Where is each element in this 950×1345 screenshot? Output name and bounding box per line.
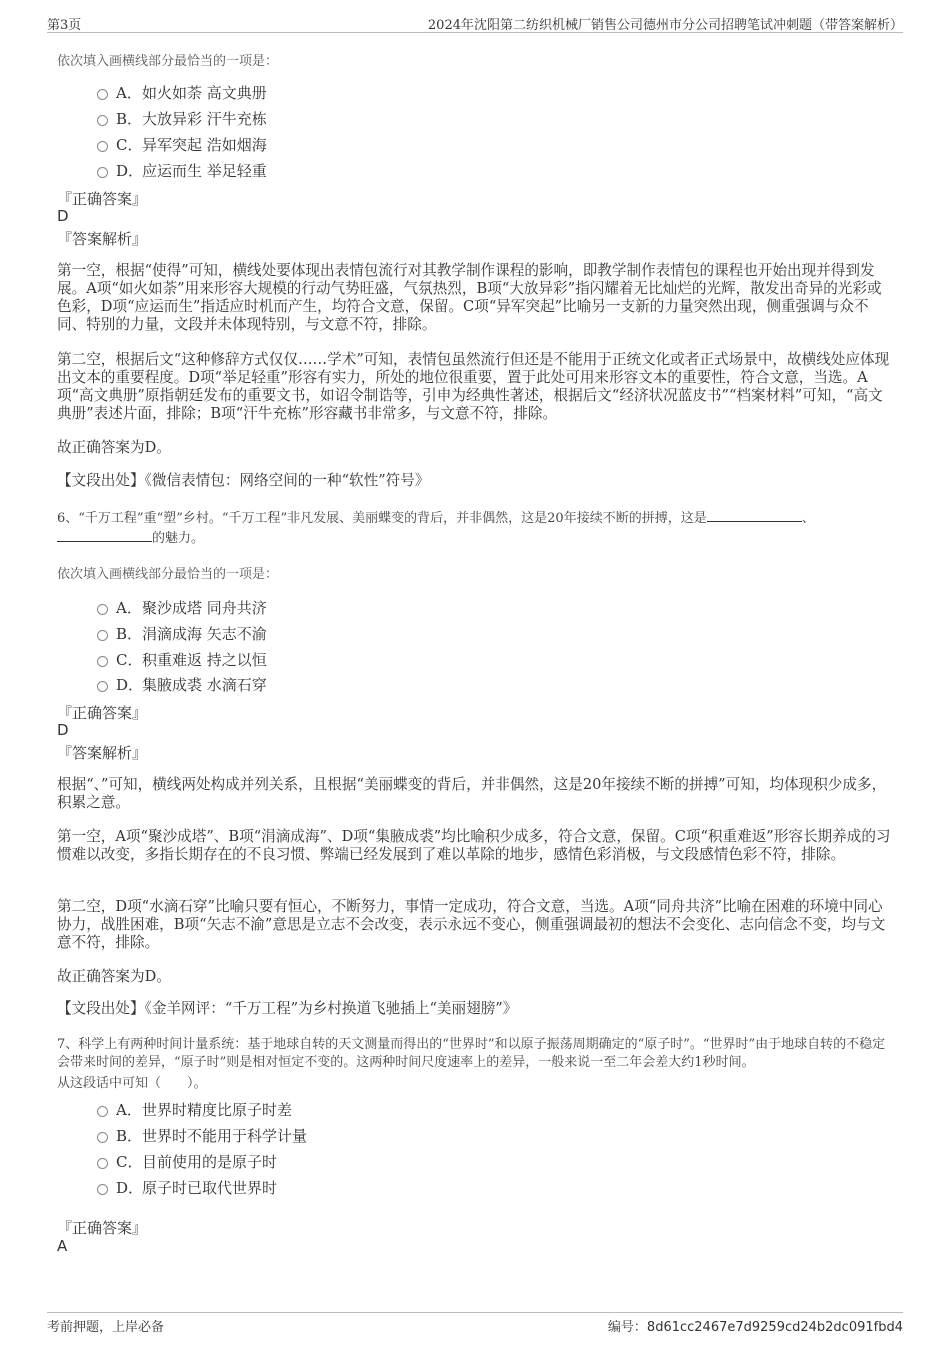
q6-answer: D	[57, 721, 69, 739]
document-title: 2024年沈阳第二纺织机械厂销售公司德州市分公司招聘笔试冲刺题（带答案解析）	[427, 18, 903, 33]
page-footer	[47, 1312, 903, 1335]
radio-icon[interactable]	[97, 1132, 108, 1143]
q6-option-a[interactable]: A．聚沙成塔 同舟共济	[97, 597, 267, 617]
q7-prompt: 从这段话中可知（ ）。	[57, 1076, 207, 1091]
q6-conclusion: 故正确答案为D。	[57, 968, 171, 985]
q6-prompt: 依次填入画横线部分最恰当的一项是：	[57, 567, 279, 582]
q6-analysis-p2: 第一空，A项“聚沙成塔”、B项“涓滴成海”、D项“集腋成裘”均比喻积少成多，符合文意，保留。C项“积重难返”形容长期养成的习惯难以改变，多指长期存在的不良习惯、弊端已经发展到了难以革除的地步，感情色彩消极，与文段感情色彩不符，排除。	[57, 828, 891, 863]
q5-conclusion: 故正确答案为D。	[57, 439, 171, 456]
q6-option-b[interactable]: B．涓滴成海 矢志不渝	[97, 623, 267, 643]
q7-option-c[interactable]: C．目前使用的是原子时	[97, 1151, 277, 1171]
q6-stem: 6、“千万工程”重“塑”乡村。“千万工程”非凡发展、美丽蝶变的背后，并非偶然，这是20年接续不断的拼搏，这是 、 的魅力。	[57, 508, 897, 548]
q5-option-a[interactable]: A．如火如荼 高文典册	[97, 82, 267, 102]
q7-option-a[interactable]: A．世界时精度比原子时差	[97, 1099, 292, 1119]
q5-analysis-p2: 第二空，根据后文“这种修辞方式仅仅……学术”可知，表情包虽然流行但还是不能用于正统文化或者正式场景中，故横线处应体现出文本的重要程度。D项“举足轻重”形容有实力，所处的地位很重要，置于此处可用来形容文本的重要性，符合文意，当选。A项“高文典册”原指朝廷发布的重要文书，如诏令制诰等，引申为经典性著述，根据后文“经济状况蓝皮书”“档案材料”可知，“高文典册”表述片面，排除；B项“汗牛充栋”形容藏书非常多，与文意不符，排除。	[57, 351, 890, 422]
q7-option-d[interactable]: D．原子时已取代世界时	[97, 1177, 277, 1197]
q6-analysis-p1: 根据“、”可知，横线两处构成并列关系，且根据“美丽蝶变的背后，并非偶然，这是20年接续不断的拼搏”可知，均体现积少成多，积累之意。	[57, 776, 887, 811]
q7-stem: 7、科学上有两种时间计量系统：基于地球自转的天文测量而得出的“世界时”和以原子振荡周期确定的“原子时”。“世界时”由于地球自转的不稳定会带来时间的差异，“原子时”则是相对恒定不变的。这两种时间尺度速率上的差异，一般来说一至二年会差大约1秒时间。	[57, 1037, 886, 1070]
radio-icon[interactable]	[97, 1106, 108, 1117]
document-code: 编号：8d61cc2467e7d9259cd24b2dc091fbd4	[607, 1320, 903, 1335]
q5-answer-label: 『正确答案』	[57, 190, 148, 208]
radio-icon[interactable]	[97, 141, 108, 152]
radio-icon[interactable]	[97, 1184, 108, 1195]
radio-icon[interactable]	[97, 681, 108, 692]
q6-option-c[interactable]: C．积重难返 持之以恒	[97, 649, 267, 669]
q5-option-c[interactable]: C．异军突起 浩如烟海	[97, 134, 267, 154]
q7-answer: A	[57, 1237, 68, 1255]
q5-analysis-label: 『答案解析』	[57, 230, 148, 248]
radio-icon[interactable]	[97, 115, 108, 126]
q5-analysis-p1: 第一空，根据“使得”可知，横线处要体现出表情包流行对其教学制作课程的影响，即教学制作表情包的课程也开始出现并得到发展。A项“如火如荼”用来形容大规模的行动气势旺盛，气氛热烈，B项“大放异彩”指闪耀着无比灿烂的光辉，散发出奇异的光彩或色彩，D项“应运而生”指适应时机而产生，均符合文意，保留。C项“异军突起”比喻另一支新的力量突然出现，侧重强调与众不同、特别的力量，文段并未体现特别，与文意不符，排除。	[57, 262, 882, 333]
radio-icon[interactable]	[97, 89, 108, 100]
q5-option-b[interactable]: B．大放异彩 汗牛充栋	[97, 108, 267, 128]
q6-option-d[interactable]: D．集腋成裘 水滴石穿	[97, 674, 267, 694]
q5-prompt: 依次填入画横线部分最恰当的一项是：	[57, 54, 279, 69]
page-number: 第3页	[47, 18, 82, 33]
page-header	[47, 12, 903, 33]
blank-line[interactable]	[57, 528, 152, 542]
q7-option-b[interactable]: B．世界时不能用于科学计量	[97, 1125, 307, 1145]
q6-analysis-p3: 第二空，D项“水滴石穿”比喻只要有恒心，不断努力，事情一定成功，符合文意，当选。A项“同舟共济”比喻在困难的环境中同心协力，战胜困难，B项“矢志不渝”意思是立志不会改变，表示永远不变心，侧重强调最初的想法不会变化、志向信念不变，均与文意不符，排除。	[57, 898, 886, 951]
q6-analysis-label: 『答案解析』	[57, 744, 148, 762]
q6-answer-label: 『正确答案』	[57, 704, 148, 722]
q5-option-d[interactable]: D．应运而生 举足轻重	[97, 160, 267, 180]
q7-answer-label: 『正确答案』	[57, 1219, 148, 1237]
footer-slogan: 考前押题，上岸必备	[47, 1320, 165, 1335]
radio-icon[interactable]	[97, 630, 108, 641]
radio-icon[interactable]	[97, 656, 108, 667]
blank-line[interactable]	[707, 508, 802, 522]
q5-answer: D	[57, 207, 69, 225]
q6-source: 【文段出处】《金羊网评：“千万工程”为乡村换道飞驰插上“美丽翅膀”》	[57, 1000, 518, 1017]
radio-icon[interactable]	[97, 1158, 108, 1169]
q5-source: 【文段出处】《微信表情包：网络空间的一种“软性”符号》	[57, 472, 430, 489]
radio-icon[interactable]	[97, 167, 108, 178]
radio-icon[interactable]	[97, 604, 108, 615]
